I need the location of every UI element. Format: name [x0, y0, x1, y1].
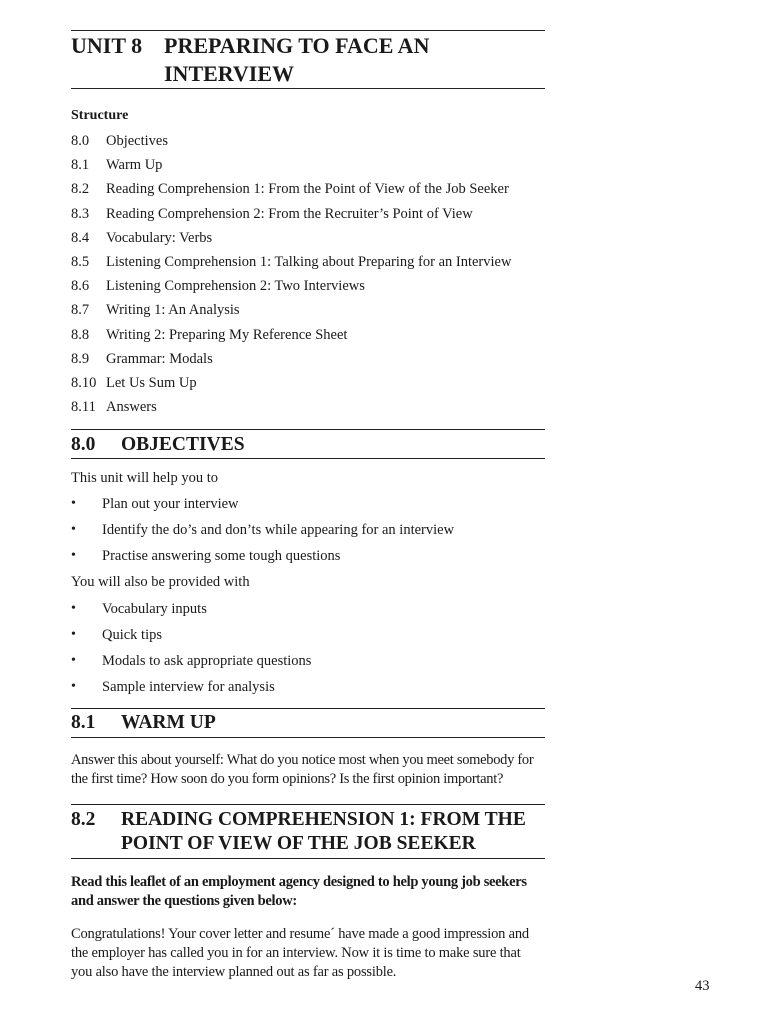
structure-item	[71, 228, 511, 252]
objectives-top-rule	[71, 429, 545, 430]
bullet-icon: •	[71, 653, 76, 668]
unit-heading-bottom-rule	[71, 88, 545, 89]
unit-label: UNIT 8	[71, 33, 143, 58]
structure-list	[71, 131, 511, 421]
structure-item-number: 8.6	[71, 278, 90, 295]
structure-item-number: 8.11	[71, 399, 96, 416]
structure-item	[71, 300, 511, 324]
bullet-icon: •	[71, 679, 76, 694]
structure-item-text: Reading Comprehension 1: From the Point of View of the Job Seeker	[106, 181, 509, 198]
reading1-instruction: Read this leaflet of an employment agency designed to help young job seekers and answer the questions given below:	[71, 874, 527, 909]
bullet-icon: •	[71, 601, 76, 616]
bullet-icon: •	[71, 496, 76, 511]
structure-item-number: 8.1	[71, 157, 90, 174]
warmup-top-rule	[71, 708, 545, 709]
structure-item-text: Vocabulary: Verbs	[106, 229, 213, 246]
bullet-icon: •	[71, 548, 76, 563]
structure-item-text: Grammar: Modals	[106, 350, 213, 367]
section-number: 8.0	[71, 434, 96, 455]
warmup-text: Answer this about yourself: What do you notice most when you meet somebody for the first time? How soon do you form opinions? Is the first opinion important?	[71, 752, 534, 787]
structure-item	[71, 252, 511, 276]
structure-item-number: 8.7	[71, 302, 90, 319]
page-number: 43	[695, 978, 710, 994]
structure-item-text: Objectives	[106, 133, 169, 149]
structure-item-number: 8.3	[71, 205, 90, 222]
structure-item-number: 8.4	[71, 229, 90, 246]
unit-title: PREPARING TO FACE AN INTERVIEW	[164, 33, 430, 86]
structure-item-number: 8.9	[71, 350, 90, 367]
structure-item-text: Answers	[106, 399, 157, 416]
bullet-text: Practise answering some tough questions	[102, 548, 341, 564]
section-title: READING COMPREHENSION 1: FROM THE POINT OF VIEW OF THE JOB SEEKER	[121, 809, 526, 854]
structure-item	[71, 349, 511, 373]
structure-item	[71, 397, 511, 421]
structure-item-number: 8.2	[71, 181, 90, 198]
section-number: 8.1	[71, 712, 96, 733]
bullet-text: Identify the do’s and don’ts while appearing for an interview	[102, 522, 455, 538]
bullet-icon: •	[71, 522, 76, 537]
warmup-bottom-rule	[71, 737, 545, 738]
top-rule	[71, 30, 545, 31]
structure-item-text: Writing 2: Preparing My Reference Sheet	[106, 326, 348, 343]
structure-item-text: Listening Comprehension 1: Talking about Preparing for an Interview	[106, 253, 512, 270]
structure-item	[71, 325, 511, 349]
section-title: WARM UP	[121, 712, 216, 733]
structure-item-text: Let Us Sum Up	[106, 374, 197, 391]
structure-item-text: Reading Comprehension 2: From the Recruiter’s Point of View	[106, 205, 473, 222]
structure-item-number: 8.10	[71, 374, 97, 391]
structure-item-text: Listening Comprehension 2: Two Interviews	[106, 278, 365, 295]
objectives-intro-2: You will also be provided with	[71, 574, 250, 590]
structure-item-number: 8.5	[71, 253, 90, 270]
structure-item-number: 8.8	[71, 326, 90, 343]
structure-item	[71, 155, 511, 179]
structure-item	[71, 373, 511, 397]
section-number: 8.2	[71, 809, 96, 830]
section-title: OBJECTIVES	[121, 434, 245, 455]
structure-heading: Structure	[71, 108, 129, 123]
bullet-text: Modals to ask appropriate questions	[102, 653, 312, 669]
bullet-icon: •	[71, 627, 76, 642]
bullet-text: Plan out your interview	[102, 496, 239, 512]
bullet-text: Sample interview for analysis	[102, 679, 275, 695]
reading1-body: Congratulations! Your cover letter and resume´ have made a good impression and the employer has called you in for an interview. Now it is time to make sure that you also have the interview planned out as far as possible.	[71, 926, 529, 980]
structure-item-text: Writing 1: An Analysis	[106, 302, 240, 319]
structure-item	[71, 276, 511, 300]
reading1-bottom-rule	[71, 858, 545, 859]
structure-item-number: 8.0	[71, 133, 90, 149]
reading1-top-rule	[71, 804, 545, 805]
structure-item-text: Warm Up	[106, 157, 163, 174]
structure-item	[71, 179, 511, 203]
objectives-intro: This unit will help you to	[71, 470, 219, 486]
objectives-bottom-rule	[71, 458, 545, 459]
structure-item	[71, 131, 511, 155]
bullet-text: Quick tips	[102, 627, 163, 643]
bullet-text: Vocabulary inputs	[102, 601, 207, 617]
structure-item	[71, 204, 511, 228]
